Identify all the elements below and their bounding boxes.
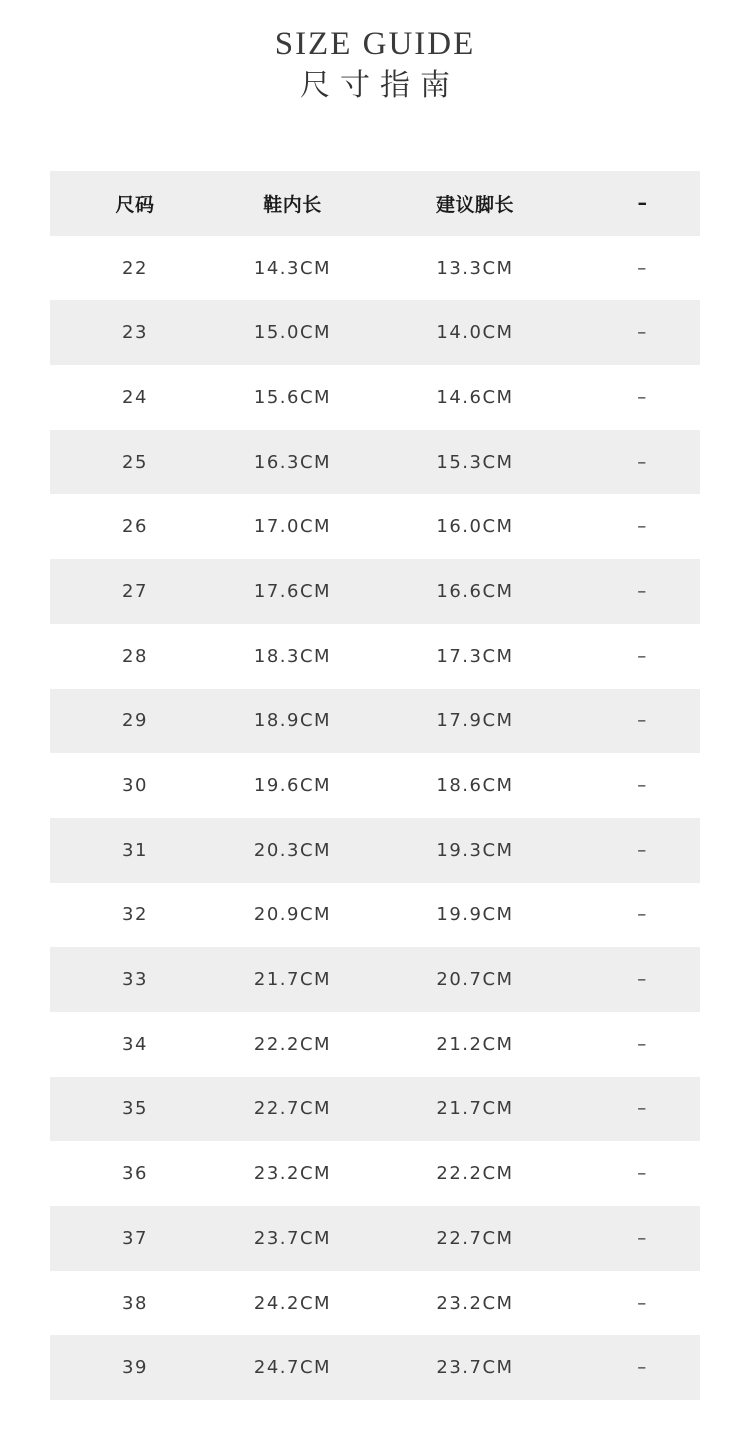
foot-length-cell: 14.0CM: [436, 322, 514, 344]
header-insole-length: 鞋内长: [263, 193, 322, 216]
header-foot-length: 建议脚长: [435, 193, 514, 216]
table-row: [50, 1077, 700, 1142]
size-cell: 29: [122, 710, 148, 732]
size-table: [50, 171, 700, 1400]
insole-length-cell: 19.6CM: [253, 775, 332, 797]
foot-length-cell: 23.2CM: [436, 1292, 514, 1314]
extra-cell: –: [637, 451, 648, 473]
size-cell: 24: [122, 386, 148, 408]
extra-cell: –: [637, 1292, 648, 1314]
foot-length-cell: 21.7CM: [436, 1098, 514, 1120]
size-cell: 25: [122, 451, 148, 473]
size-cell: 30: [122, 775, 148, 797]
extra-cell: –: [637, 839, 648, 861]
insole-length-cell: 15.6CM: [253, 386, 332, 408]
foot-length-cell: 16.0CM: [436, 516, 514, 538]
size-cell: 22: [122, 257, 148, 279]
table-row: [50, 1335, 700, 1400]
insole-length-cell: 22.2CM: [253, 1033, 332, 1055]
size-cell: 34: [122, 1033, 148, 1055]
extra-cell: –: [637, 516, 648, 538]
header-extra: –: [637, 192, 648, 215]
extra-cell: –: [637, 1357, 648, 1379]
size-cell: 26: [122, 516, 148, 538]
insole-length-cell: 15.0CM: [253, 322, 332, 344]
extra-cell: –: [637, 257, 648, 279]
foot-length-cell: 22.2CM: [436, 1163, 514, 1185]
table-row: [50, 753, 700, 818]
insole-length-cell: 16.3CM: [253, 451, 332, 473]
size-cell: 39: [122, 1357, 148, 1379]
insole-length-cell: 23.2CM: [253, 1163, 332, 1185]
extra-cell: –: [637, 775, 648, 797]
insole-length-cell: 18.9CM: [253, 710, 332, 732]
insole-length-cell: 23.7CM: [253, 1227, 332, 1249]
insole-length-cell: 21.7CM: [253, 969, 332, 991]
size-cell: 36: [122, 1163, 148, 1185]
extra-cell: –: [637, 1227, 648, 1249]
extra-cell: –: [637, 969, 648, 991]
size-cell: 31: [122, 839, 148, 861]
table-row: [50, 430, 700, 495]
insole-length-cell: 17.6CM: [253, 580, 332, 602]
extra-cell: –: [637, 322, 648, 344]
foot-length-cell: 16.6CM: [436, 580, 514, 602]
foot-length-cell: 21.2CM: [436, 1033, 514, 1055]
insole-length-cell: 24.7CM: [253, 1357, 332, 1379]
table-row: [50, 883, 700, 948]
extra-cell: –: [637, 1033, 648, 1055]
insole-length-cell: 20.3CM: [253, 839, 332, 861]
foot-length-cell: 23.7CM: [436, 1357, 514, 1379]
size-cell: 23: [122, 322, 148, 344]
insole-length-cell: 24.2CM: [253, 1292, 332, 1314]
page-title-zh: 尺寸指南: [300, 68, 460, 103]
insole-length-cell: 14.3CM: [253, 257, 332, 279]
table-row: [50, 947, 700, 1012]
extra-cell: –: [637, 710, 648, 732]
insole-length-cell: 20.9CM: [253, 904, 332, 926]
foot-length-cell: 18.6CM: [436, 775, 514, 797]
foot-length-cell: 22.7CM: [436, 1227, 514, 1249]
foot-length-cell: 14.6CM: [436, 386, 514, 408]
foot-length-cell: 19.9CM: [436, 904, 514, 926]
table-row: [50, 1012, 700, 1077]
insole-length-cell: 22.7CM: [253, 1098, 332, 1120]
header-size: 尺码: [115, 193, 155, 216]
extra-cell: –: [637, 645, 648, 667]
foot-length-cell: 15.3CM: [436, 451, 514, 473]
table-row: [50, 1271, 700, 1336]
size-cell: 38: [122, 1292, 148, 1314]
table-row: [50, 689, 700, 754]
size-cell: 28: [122, 645, 148, 667]
foot-length-cell: 17.9CM: [436, 710, 514, 732]
extra-cell: –: [637, 386, 648, 408]
table-row: [50, 624, 700, 689]
extra-cell: –: [637, 1163, 648, 1185]
table-row: [50, 818, 700, 883]
size-cell: 35: [122, 1098, 148, 1120]
size-cell: 27: [122, 580, 148, 602]
page-title-en: SIZE GUIDE: [274, 26, 476, 62]
size-cell: 32: [122, 904, 148, 926]
extra-cell: –: [637, 904, 648, 926]
table-header-row: [50, 171, 700, 236]
extra-cell: –: [637, 580, 648, 602]
foot-length-cell: 17.3CM: [436, 645, 514, 667]
table-row: [50, 1206, 700, 1271]
foot-length-cell: 19.3CM: [436, 839, 514, 861]
table-row: [50, 1141, 700, 1206]
extra-cell: –: [637, 1098, 648, 1120]
size-cell: 37: [122, 1227, 148, 1249]
table-row: [50, 236, 700, 301]
insole-length-cell: 18.3CM: [253, 645, 332, 667]
table-row: [50, 494, 700, 559]
table-row: [50, 365, 700, 430]
table-row: [50, 559, 700, 624]
foot-length-cell: 13.3CM: [436, 257, 514, 279]
table-row: [50, 300, 700, 365]
table-body: [50, 236, 700, 1400]
foot-length-cell: 20.7CM: [436, 969, 514, 991]
insole-length-cell: 17.0CM: [253, 516, 332, 538]
size-cell: 33: [122, 969, 148, 991]
